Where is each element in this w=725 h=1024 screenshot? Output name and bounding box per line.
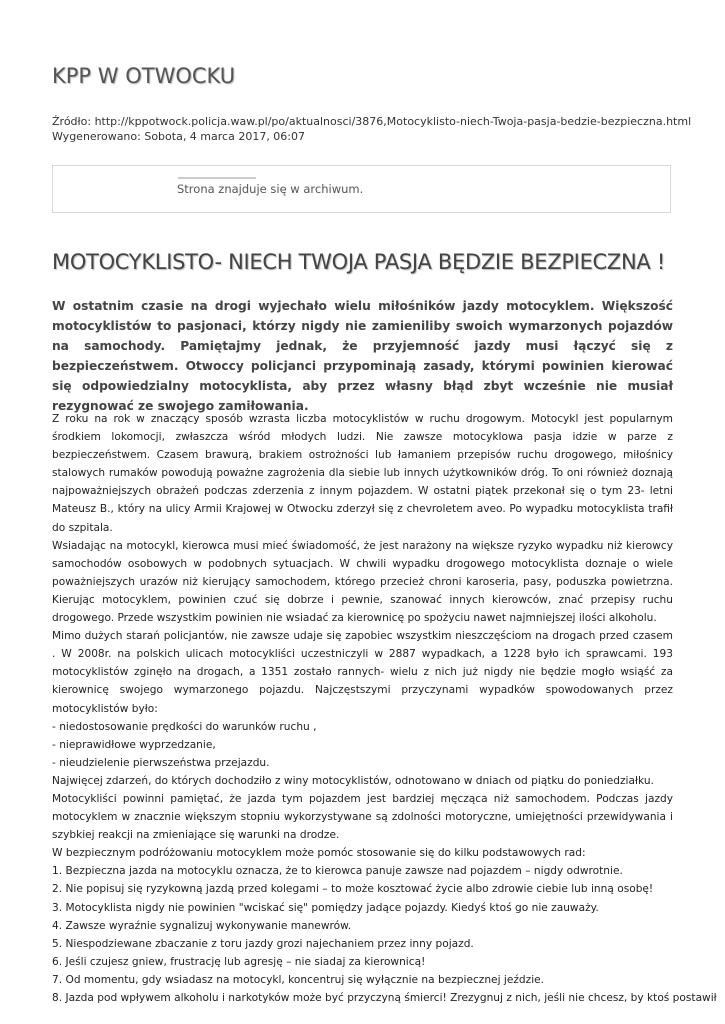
source-line: Źródło: http://kppotwock.policja.waw.pl/po/aktualnosci/3876,Motocyklisto-niech-Twoja-pasja-bedzie-bezpieczna.html xyxy=(52,115,692,128)
tip-item: 8. Jazda pod wpływem alkoholu i narkotyków może być przyczyną śmierci! Zrezygnuj z nich, jeśli nie chcesz, by ktoś postawił xyxy=(52,992,717,1004)
tip-item: 4. Zawsze wyraźnie sygnalizuj wykonywanie manewrów. xyxy=(52,919,352,932)
tip-item: 2. Nie popisuj się ryzykowną jazdą przed kolegami – to może kosztować życie albo zdrowie ciebie lub inną osobę! xyxy=(52,883,654,896)
archive-notice-box xyxy=(52,165,671,213)
tip-item: 3. Motocyklista nigdy nie powinien "wciskać się" pomiędzy jadące pojazdy. Kiedyś ktoś go nie zauważy. xyxy=(52,901,599,914)
archive-divider xyxy=(178,177,256,179)
document-meta xyxy=(52,114,691,144)
archive-notice: Strona znajduje się w archiwum. xyxy=(177,182,364,196)
cause-item: - nieprawidłowe wyprzedzanie, xyxy=(52,738,216,751)
paragraph-2: Wsiadając na motocykl, kierowca musi mieć świadomość, że jest narażony na większe ryzyko wypadku niż kierowcy samochodów osobowych w podobnych sytuacjach. W chwili wypadku drogowego motocyklista doznaje o wiele poważniejszych urazów niż kierujący samochodem, którego przecież chroni karoseria, pasy, poduszka powietrzna. Kierując motocyklem, powinien czuć się dobrze i pewnie, szanować innych kierowców, znać przepisy ruchu drogowego. Przede wszystkim powinien nie wsiadać za kierownicę po spożyciu nawet najmniejszej ilości alkoholu. xyxy=(52,539,673,625)
article-lead: W ostatnim czasie na drogi wyjechało wielu miłośników jazdy motocyklem. Większość motocyklistów to pasjonaci, którzy nigdy nie zamieniliby swoich wymarzonych pojazdów na samochody. Pamiętajmy jednak, że przyjemność jazdy musi łączyć się z bezpieczeństwem. Otwoccy policjanci przypominają zasady, którymi powinien kierować się odpowiedzialny motocyklista, aby przez własny błąd zbyt wcześnie nie musiał rezygnować ze swojego zamiłowania. xyxy=(52,299,673,413)
paragraph-1: Z roku na rok w znaczący sposób wzrasta liczba motocyklistów w ruchu drogowym. Motocykl jest popularnym środkiem lokomocji, zwłaszcza wśród młodych ludzi. Nie zawsze motocyklowa pasja idzie w parze z bezpieczeństwem. Czasem brawurą, brakiem ostrożności lub łamaniem przepisów ruchu drogowego, miłośnicy stalowych rumaków powodują poważne zagrożenia dla siebie lub innych użytkowników dróg. To oni również doznają najpoważniejszych obrażeń podczas zderzenia z innym pojazdem. W ostatni piątek przekonał się o tym 23- letni Mateusz B., który na ulicy Armii Krajowej w Otwocku zderzył się z chevroletem aveo. Po wypadku motocyklista trafił do szpitala. xyxy=(52,413,673,534)
tip-item: 6. Jeśli czujesz gniew, frustrację lub agresję – nie siadaj za kierownicą! xyxy=(52,955,426,968)
paragraph-3: Mimo dużych starań policjantów, nie zawsze udaje się zapobiec wszystkim nieszczęściom na drogach przed czasem . W 2008r. na polskich ulicach motocykliści uczestniczyli w 2887 wypadkach, a 1228 było ich sprawcami. 193 motocyklistów zginęło na drogach, a 1351 zostało rannych- wielu z nich już nigdy nie będzie mogło wsiąść za kierownicę swojego wymarzonego pojazdu. Najczęstszymi przyczynami wypadków spowodowanych przez motocyklistów było: xyxy=(52,630,673,715)
article-body xyxy=(52,410,717,1007)
tip-item: 7. Od momentu, gdy wsiadasz na motocykl, koncentruj się wyłącznie na bezpiecznej jeździe. xyxy=(52,973,545,986)
cause-item: - nieudzielenie pierwszeństwa przejazdu. xyxy=(52,756,270,769)
reminder-paragraph: Motocykliści powinni pamiętać, że jazda tym pojazdem jest bardziej męcząca niż samochodem. Podczas jazdy motocyklem w znacznie większym stopniu wykorzystywane są zdolności motoryczne, umiejętności przewidywania i szybkiej reakcji na zmieniające się warunki na drodze. xyxy=(52,792,673,842)
tips-intro: W bezpiecznym podróżowaniu motocyklem może pomóc stosowanie się do kilku podstawowych rad: xyxy=(52,847,586,860)
site-title: KPP W OTWOCKU xyxy=(52,64,236,88)
article-title: MOTOCYKLISTO- NIECH TWOJA PASJA BĘDZIE BEZPIECZNA ! xyxy=(52,250,665,274)
cause-item: - niedostosowanie prędkości do warunków ruchu , xyxy=(52,720,317,733)
generated-line: Wygenerowano: Sobota, 4 marca 2017, 06:07 xyxy=(52,130,306,143)
tip-item: 1. Bezpieczna jazda na motocyklu oznacza, że to kierowca panuje zawsze nad pojazdem – nigdy odwrotnie. xyxy=(52,865,623,878)
tip-item: 5. Niespodziewane zbaczanie z toru jazdy grozi najechaniem przez inny pojazd. xyxy=(52,937,474,950)
after-causes: Najwięcej zdarzeń, do których dochodziło z winy motocyklistów, odnotowano w dniach od piątku do poniedziałku. xyxy=(52,774,654,787)
